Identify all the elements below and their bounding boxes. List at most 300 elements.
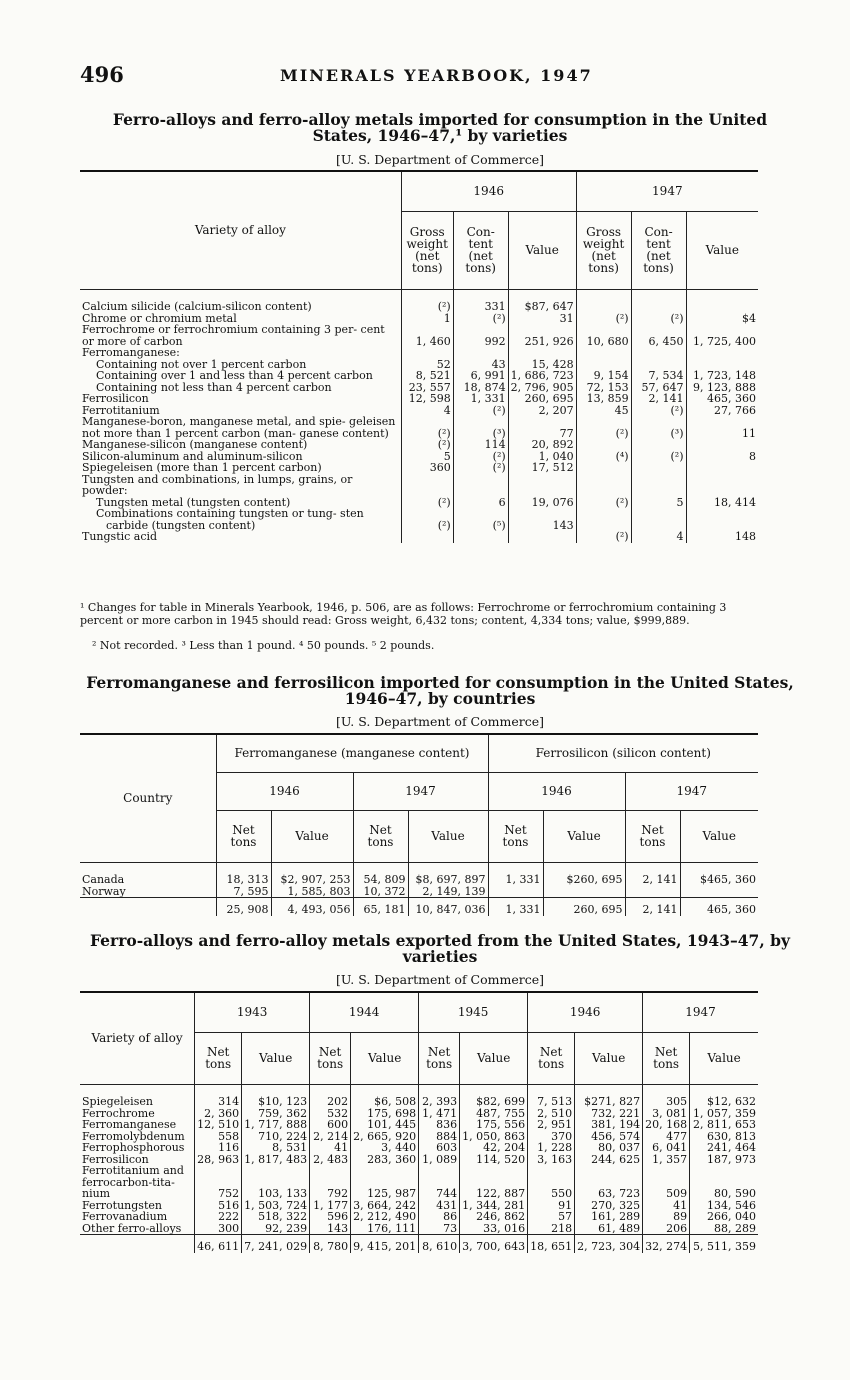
table-cell — [453, 347, 508, 359]
table-cell — [631, 347, 686, 359]
table-cell: 1, 331 — [453, 393, 508, 405]
table-cell: 487, 755 — [460, 1108, 528, 1120]
table3-year: 1944 — [310, 992, 419, 1032]
table-cell: 175, 556 — [460, 1119, 528, 1131]
row-label: Containing not over 1 percent carbon — [96, 357, 307, 371]
table-cell — [686, 347, 758, 359]
table3-title-line2: varieties — [402, 947, 478, 966]
table-row — [80, 347, 758, 359]
table-cell: 759, 362 — [242, 1108, 310, 1120]
table-row — [80, 874, 758, 886]
table-cell: (²) — [576, 416, 631, 439]
total-cell: 5, 511, 359 — [690, 1235, 758, 1253]
table3-year: 1943 — [195, 992, 310, 1032]
table-cell: (²) — [401, 416, 453, 439]
col-value: Value — [543, 810, 625, 862]
table-cell: 6, 991 — [453, 370, 508, 382]
table-cell: 370 — [528, 1131, 575, 1143]
table-cell — [576, 439, 631, 451]
table-cell: 314 — [195, 1096, 242, 1108]
table-row — [80, 886, 758, 898]
table-cell: 9, 123, 888 — [686, 382, 758, 394]
table-cell: 15, 428 — [508, 359, 576, 371]
table-cell: 17, 512 — [508, 462, 576, 474]
table-cell: 143 — [310, 1223, 351, 1235]
table-cell — [625, 886, 680, 898]
table3-year: 1947 — [643, 992, 758, 1032]
table-cell: 5 — [401, 451, 453, 463]
table-cell: 61, 489 — [575, 1223, 643, 1235]
table-cell: 5 — [631, 497, 686, 509]
table-cell: 148 — [686, 531, 758, 543]
table-cell: 246, 862 — [460, 1211, 528, 1223]
table1-col-value-1946: Value — [508, 211, 576, 289]
table-cell: (²) — [576, 497, 631, 509]
table1-col-content-1946: Con- tent (net tons) — [453, 211, 508, 289]
row-label: Ferrochrome — [82, 1106, 155, 1120]
table-cell: 300 — [195, 1223, 242, 1235]
table-cell: 836 — [419, 1119, 460, 1131]
table-cell: 884 — [419, 1131, 460, 1143]
row-label: Ferrotitanium and ferrocarbon-tita- nium — [82, 1164, 184, 1200]
table-cell: 2, 360 — [195, 1108, 242, 1120]
table-cell: $465, 360 — [680, 874, 758, 886]
table-cell: (²) — [401, 497, 453, 509]
table-cell: 43 — [453, 359, 508, 371]
table-cell: 1, 717, 888 — [242, 1119, 310, 1131]
table-cell: (⁴) — [576, 451, 631, 463]
col-net-tons: Net tons — [643, 1032, 690, 1084]
table-cell: 134, 546 — [690, 1200, 758, 1212]
total-cell: 260, 695 — [543, 898, 625, 916]
table-cell: 1, 686, 723 — [508, 370, 576, 382]
table2-title-line1: Ferromanganese and ferrosilicon imported for consumption in the United States, — [86, 673, 794, 692]
table-cell: 732, 221 — [575, 1108, 643, 1120]
table1-stub-header: Variety of alloy — [80, 171, 401, 289]
table-row — [80, 1142, 758, 1154]
total-row — [80, 1235, 758, 1253]
table-row — [80, 393, 758, 405]
table-row — [80, 439, 758, 451]
col-value: Value — [575, 1032, 643, 1084]
table-cell: 431 — [419, 1200, 460, 1212]
table-cell: 13, 859 — [576, 393, 631, 405]
table-cell: 91 — [528, 1200, 575, 1212]
table-row — [80, 462, 758, 474]
row-label: Ferrochrome or ferrochromium containing 3 per- cent or more of carbon — [82, 323, 385, 348]
table-cell: 2, 207 — [508, 405, 576, 417]
table-cell: 92, 239 — [242, 1223, 310, 1235]
table1-year-1947: 1947 — [576, 171, 758, 211]
table2-title-line2: 1946–47, by countries — [344, 689, 536, 708]
table-cell: 1 — [401, 313, 453, 325]
row-label: Tungsten metal (tungsten content) — [96, 495, 291, 509]
col-value: Value — [408, 810, 488, 862]
table-cell: 20, 168 — [643, 1119, 690, 1131]
table-cell: 792 — [310, 1165, 351, 1200]
table-cell: 6, 450 — [631, 324, 686, 347]
table-cell: 1, 460 — [401, 324, 453, 347]
table-cell — [631, 462, 686, 474]
table1-source: [U. S. Department of Commerce] — [335, 152, 544, 167]
total-cell: 10, 847, 036 — [408, 898, 488, 916]
table-cell: 52 — [401, 359, 453, 371]
table-cell: 1, 057, 359 — [690, 1108, 758, 1120]
col-net-tons: Net tons — [419, 1032, 460, 1084]
table-cell: 23, 557 — [401, 382, 453, 394]
row-label: Canada — [82, 874, 125, 886]
table-cell: 63, 723 — [575, 1165, 643, 1200]
table-cell: 244, 625 — [575, 1154, 643, 1166]
table-cell: 4 — [631, 531, 686, 543]
table-cell — [576, 474, 631, 497]
table-row — [80, 1200, 758, 1212]
table-cell: 3, 664, 242 — [351, 1200, 419, 1212]
table-cell: $4 — [686, 313, 758, 325]
table-cell: $12, 632 — [690, 1096, 758, 1108]
table-cell: 1, 228 — [528, 1142, 575, 1154]
row-label: Manganese-silicon (manganese content) — [82, 438, 308, 451]
table-cell: $8, 697, 897 — [408, 874, 488, 886]
table1 — [80, 170, 758, 543]
table-cell: 1, 344, 281 — [460, 1200, 528, 1212]
table-cell: 2, 141 — [625, 874, 680, 886]
table-cell — [401, 347, 453, 359]
table-cell: 270, 325 — [575, 1200, 643, 1212]
table-cell: 101, 445 — [351, 1119, 419, 1131]
table-cell — [680, 886, 758, 898]
table-cell: 266, 040 — [690, 1211, 758, 1223]
table1-col-gross-1946: Gross weight (net tons) — [401, 211, 453, 289]
table-row — [80, 301, 758, 313]
row-label: Norway — [82, 885, 126, 898]
table-row — [80, 1165, 758, 1200]
total-cell: 8, 610 — [419, 1235, 460, 1253]
table-cell: 1, 585, 803 — [271, 886, 353, 898]
total-cell: 46, 611 — [195, 1235, 242, 1253]
table-cell: 161, 289 — [575, 1211, 643, 1223]
table2-source: [U. S. Department of Commerce] — [335, 714, 544, 729]
table1-year-1946: 1946 — [401, 171, 576, 211]
total-cell: 2, 141 — [625, 898, 680, 916]
table-cell: 1, 817, 483 — [242, 1154, 310, 1166]
table-cell: 143 — [508, 508, 576, 531]
table-cell: (²) — [453, 313, 508, 325]
table3-title-line1: Ferro-alloys and ferro-alloy metals exported from the United States, 1943–47, by — [90, 931, 790, 950]
table1-title-line2: States, 1946–47,¹ by varieties — [312, 126, 568, 145]
table-cell: 509 — [643, 1165, 690, 1200]
table-cell: 1, 357 — [643, 1154, 690, 1166]
row-label: Combinations containing tungsten or tung- sten carbide (tungsten content) — [96, 507, 364, 532]
table-cell: 4 — [401, 405, 453, 417]
table-cell: 222 — [195, 1211, 242, 1223]
table-cell: 2, 149, 139 — [408, 886, 488, 898]
total-cell: 25, 908 — [216, 898, 271, 916]
table1-title — [60, 112, 820, 144]
table-cell: $260, 695 — [543, 874, 625, 886]
table-row — [80, 1119, 758, 1131]
table-cell: 532 — [310, 1108, 351, 1120]
table-cell: 477 — [643, 1131, 690, 1143]
table-cell: 89 — [643, 1211, 690, 1223]
table-cell: (³) — [631, 416, 686, 439]
table-cell: 72, 153 — [576, 382, 631, 394]
table-cell — [631, 301, 686, 313]
table-cell: 1, 725, 400 — [686, 324, 758, 347]
table-row — [80, 531, 758, 543]
total-cell: 9, 415, 201 — [351, 1235, 419, 1253]
table-cell: 305 — [643, 1096, 690, 1108]
row-label: Ferrovanadium — [82, 1210, 168, 1223]
row-label: Ferrophosphorous — [82, 1141, 185, 1154]
col-net-tons: Net tons — [528, 1032, 575, 1084]
table-cell: 558 — [195, 1131, 242, 1143]
table3 — [80, 991, 758, 1253]
table-cell: 12, 510 — [195, 1119, 242, 1131]
table-cell: 3, 440 — [351, 1142, 419, 1154]
table-cell: 7, 595 — [216, 886, 271, 898]
table-cell: 7, 513 — [528, 1096, 575, 1108]
total-cell: 7, 241, 029 — [242, 1235, 310, 1253]
table-cell: 2, 212, 490 — [351, 1211, 419, 1223]
table-cell: (²) — [576, 313, 631, 325]
table-cell: 360 — [401, 462, 453, 474]
table-cell: 28, 963 — [195, 1154, 242, 1166]
table-cell: 2, 214 — [310, 1131, 351, 1143]
table-cell: 18, 874 — [453, 382, 508, 394]
table-cell: 260, 695 — [508, 393, 576, 405]
row-label: Manganese-boron, manganese metal, and spie- geleisen not more than 1 percent carbon (man- ganese content) — [82, 415, 396, 440]
table-cell: 600 — [310, 1119, 351, 1131]
table-cell: 10, 680 — [576, 324, 631, 347]
row-label: Ferrosilicon — [82, 1152, 149, 1166]
table-cell: 2, 796, 905 — [508, 382, 576, 394]
table-cell: 77 — [508, 416, 576, 439]
total-cell: 32, 274 — [643, 1235, 690, 1253]
table3-source: [U. S. Department of Commerce] — [335, 972, 544, 987]
table-cell: $87, 647 — [508, 301, 576, 313]
table-cell: 2, 811, 653 — [690, 1119, 758, 1131]
col-value: Value — [242, 1032, 310, 1084]
row-label: Ferromanganese: — [82, 346, 180, 359]
table1-footnote-1: ¹ Changes for table in Minerals Yearbook, 1946, p. 506, are as follows: Ferrochrome or ferrochromium containing 3 percent or more carbon in 1945 should read: Gross weight, 6,432 tons; content, 4,334 tons; value, $999,889. — [80, 601, 727, 627]
table1-col-value-1947: Value — [686, 211, 758, 289]
table-cell: 116 — [195, 1142, 242, 1154]
table-cell: 8 — [686, 451, 758, 463]
table-cell: 114 — [453, 439, 508, 451]
table-cell: 752 — [195, 1165, 242, 1200]
table-cell: 202 — [310, 1096, 351, 1108]
table-row — [80, 508, 758, 531]
table-cell: 103, 133 — [242, 1165, 310, 1200]
table-cell: 9, 154 — [576, 370, 631, 382]
table-cell: 206 — [643, 1223, 690, 1235]
table-cell: 57 — [528, 1211, 575, 1223]
row-label: Chrome or chromium metal — [82, 311, 237, 325]
row-label: Containing over 1 and less than 4 percent carbon — [96, 369, 373, 382]
table2-year: 1946 — [216, 772, 353, 810]
table-cell: 218 — [528, 1223, 575, 1235]
table-cell: 31 — [508, 313, 576, 325]
table2 — [80, 733, 758, 916]
total-cell: 1, 331 — [488, 898, 543, 916]
table-cell: 518, 322 — [242, 1211, 310, 1223]
table-cell — [453, 474, 508, 497]
table-cell: 992 — [453, 324, 508, 347]
table-cell: (²) — [453, 462, 508, 474]
table-cell: $2, 907, 253 — [271, 874, 353, 886]
table2-group-ferromanganese: Ferromanganese (manganese content) — [216, 734, 488, 772]
row-label: Ferrotitanium — [82, 403, 160, 417]
col-net-tons: Net tons — [216, 810, 271, 862]
table-cell: 114, 520 — [460, 1154, 528, 1166]
table-cell: 550 — [528, 1165, 575, 1200]
table-cell — [508, 474, 576, 497]
table-cell: 6 — [453, 497, 508, 509]
table-cell: 86 — [419, 1211, 460, 1223]
table-cell: 1, 177 — [310, 1200, 351, 1212]
table-cell: 125, 987 — [351, 1165, 419, 1200]
table-cell: 11 — [686, 416, 758, 439]
table-cell: (²) — [576, 531, 631, 543]
table-row — [80, 324, 758, 347]
table-cell: 283, 360 — [351, 1154, 419, 1166]
table-cell — [686, 301, 758, 313]
table-cell: 1, 723, 148 — [686, 370, 758, 382]
table-cell: (²) — [401, 301, 453, 313]
col-net-tons: Net tons — [195, 1032, 242, 1084]
table-cell: (²) — [453, 451, 508, 463]
table-cell: 19, 076 — [508, 497, 576, 509]
table-cell — [686, 439, 758, 451]
table1-col-content-1947: Con- tent (net tons) — [631, 211, 686, 289]
table-cell — [576, 301, 631, 313]
table-cell: 2, 393 — [419, 1096, 460, 1108]
row-label: Calcium silicide (calcium-silicon content) — [82, 300, 312, 313]
table-cell: $10, 123 — [242, 1096, 310, 1108]
total-cell: 3, 700, 643 — [460, 1235, 528, 1253]
table-cell: 33, 016 — [460, 1223, 528, 1235]
table1-title-line1: Ferro-alloys and ferro-alloy metals imported for consumption in the United — [112, 110, 768, 129]
table-cell: 20, 892 — [508, 439, 576, 451]
table-cell — [576, 462, 631, 474]
table-cell — [401, 474, 453, 497]
row-label: Ferromolybdenum — [82, 1129, 185, 1143]
row-label: Spiegeleisen — [82, 1095, 153, 1108]
table-cell: (⁵) — [453, 508, 508, 531]
table-cell: 18, 414 — [686, 497, 758, 509]
table-cell: (²) — [453, 405, 508, 417]
table-cell: (³) — [453, 416, 508, 439]
table2-group-ferrosilicon: Ferrosilicon (silicon content) — [488, 734, 758, 772]
table-cell: 8, 521 — [401, 370, 453, 382]
table3-stub-header: Variety of alloy — [80, 992, 195, 1084]
table-cell: 80, 590 — [690, 1165, 758, 1200]
table-cell: 3, 081 — [643, 1108, 690, 1120]
table2-stub-header: Country — [80, 734, 216, 862]
row-label: Tungsten and combinations, in lumps, grains, or powder: — [82, 472, 353, 497]
table-cell: (²) — [401, 439, 453, 451]
row-label: Spiegeleisen (more than 1 percent carbon) — [82, 461, 322, 474]
total-cell: 465, 360 — [680, 898, 758, 916]
table-cell: 57, 647 — [631, 382, 686, 394]
row-label: Ferrotungsten — [82, 1198, 162, 1212]
table-row — [80, 416, 758, 439]
table-row — [80, 370, 758, 382]
table-cell: 2, 483 — [310, 1154, 351, 1166]
table-cell: 1, 331 — [488, 874, 543, 886]
table3-year: 1946 — [528, 992, 643, 1032]
row-label: Tungstic acid — [82, 530, 158, 543]
table-cell: 88, 289 — [690, 1223, 758, 1235]
col-net-tons: Net tons — [310, 1032, 351, 1084]
table-cell: 10, 372 — [353, 886, 408, 898]
table2-year: 1947 — [625, 772, 758, 810]
table3-title — [60, 933, 820, 965]
total-cell: 4, 493, 056 — [271, 898, 353, 916]
table-cell: 465, 360 — [686, 393, 758, 405]
table-cell: 710, 224 — [242, 1131, 310, 1143]
table-cell: 1, 503, 724 — [242, 1200, 310, 1212]
table-cell: 1, 089 — [419, 1154, 460, 1166]
table-cell: 42, 204 — [460, 1142, 528, 1154]
table-cell: 12, 598 — [401, 393, 453, 405]
table-cell — [508, 531, 576, 543]
table-row — [80, 1223, 758, 1235]
table-cell: 381, 194 — [575, 1119, 643, 1131]
table-cell: $82, 699 — [460, 1096, 528, 1108]
table-cell: 1, 040 — [508, 451, 576, 463]
table-cell — [686, 508, 758, 531]
table-cell: (²) — [631, 313, 686, 325]
table-cell: 2, 951 — [528, 1119, 575, 1131]
table-cell — [631, 474, 686, 497]
total-label — [80, 1235, 195, 1253]
page-number: 496 — [80, 62, 124, 87]
table-cell: 331 — [453, 301, 508, 313]
table-cell — [631, 508, 686, 531]
total-cell: 18, 651 — [528, 1235, 575, 1253]
row-label: Ferrosilicon — [82, 392, 149, 405]
table-cell: 596 — [310, 1211, 351, 1223]
row-label: Other ferro-alloys — [82, 1221, 182, 1235]
table-cell: 73 — [419, 1223, 460, 1235]
table-cell — [543, 886, 625, 898]
table-cell: 630, 813 — [690, 1131, 758, 1143]
table-cell: (²) — [401, 508, 453, 531]
table-cell: 122, 887 — [460, 1165, 528, 1200]
table-cell: 27, 766 — [686, 405, 758, 417]
table-cell: 175, 698 — [351, 1108, 419, 1120]
row-label: Containing not less than 4 percent carbon — [96, 380, 332, 394]
col-net-tons: Net tons — [353, 810, 408, 862]
table-row — [80, 1096, 758, 1108]
table-cell: 1, 471 — [419, 1108, 460, 1120]
col-value: Value — [690, 1032, 758, 1084]
table-cell — [508, 347, 576, 359]
table-cell — [453, 531, 508, 543]
table-row — [80, 1211, 758, 1223]
col-net-tons: Net tons — [625, 810, 680, 862]
table-cell: 8, 531 — [242, 1142, 310, 1154]
table-cell: 41 — [310, 1142, 351, 1154]
table-cell: 54, 809 — [353, 874, 408, 886]
table3-year: 1945 — [419, 992, 528, 1032]
total-cell: 2, 723, 304 — [575, 1235, 643, 1253]
table-cell: 456, 574 — [575, 1131, 643, 1143]
table-cell: 744 — [419, 1165, 460, 1200]
total-cell: 65, 181 — [353, 898, 408, 916]
